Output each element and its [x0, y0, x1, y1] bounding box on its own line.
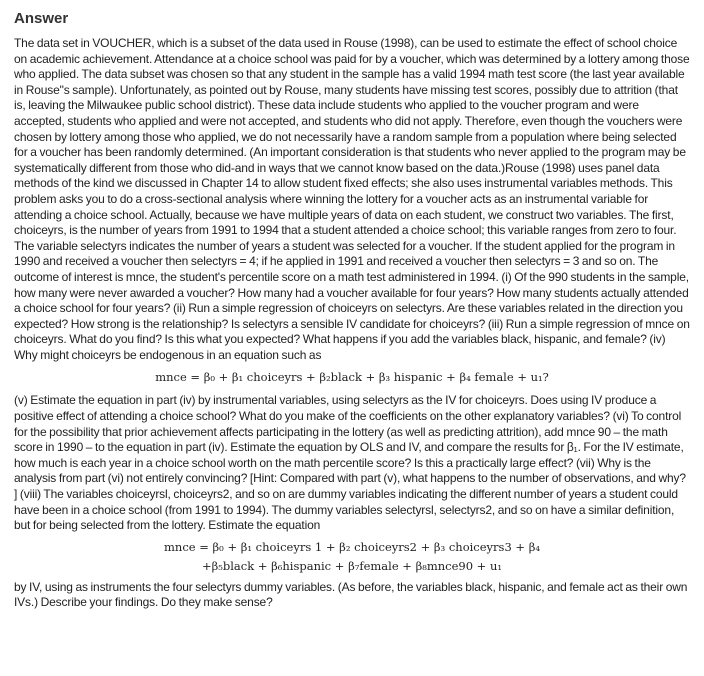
answer-heading: Answer: [14, 10, 69, 27]
question-paragraph-3: by IV, using as instruments the four selectyrs dummy variables. (As before, the variables black, hispanic, and female act as their own IVs.) Describe your findings. Do they make sense?: [14, 579, 688, 610]
equation-2-line-1: mnce = β₀ + β₁ choiceyrs 1 + β₂ choiceyrs2 + β₃ choiceyrs3 + β₄: [164, 539, 540, 554]
question-paragraph-2: (v) Estimate the equation in part (iv) by instrumental variables, using selectyrs as the IV for choiceyrs. Does using IV produce a positive effect of attending a choice school? What do you make of the coefficients on the other explanatory variables? (vi) To control for the possibility that prior achievement affects participating in the lottery (as well as predicting attrition), add mnce 90 – the math score in 1990 – to the equation in part (iv). Estimate the equation by OLS and IV, and compare the results for β₁. For the IV estimate, how much is each year in a choice school worth on the math percentile score? Is this a practically large effect? (vii) Why is the analysis from part (vi) not entirely convincing? [Hint: Compared with part (v), what happens to the number of observations, and why? ] (viii) The variables choiceyrsl, choiceyrs2, and so on are dummy variables indicating the different number of years a student could have been in a choice school (from 1991 to 1994). The dummy variables selectyrsl, selectyrs2, and so on have a similar definition, but for being selected from the lottery. Estimate the equation: [14, 393, 686, 533]
equation-2-line-2: +β₅black + β₆hispanic + β₇female + β₈mnce90 + u₁: [201, 558, 502, 573]
question-paragraph-1: The data set in VOUCHER, which is a subset of the data used in Rouse (1998), can be used to estimate the effect of school choice on academic achievement. Attendance at a choice school was paid for by a voucher, which was determined by a lottery among those who applied. The data subset was chosen so that any student in the sample has a valid 1994 math test score (the last year available in Rouse"s sample). Unfortunately, as pointed out by Rouse, many students have missing test scores, possibly due to attrition (that is, leaving the Milwaukee public school district). These data include students who applied to the voucher program and were accepted, students who applied and were not accepted, and students who did not apply. Therefore, even though the vouchers were chosen by lottery among those who applied, we do not necessarily have a random sample from a population where being selected for a voucher has been randomly determined. (An important consideration is that students who never applied to the program may be systematically different from those who did-and in ways that we cannot know based on the data.)Rouse (1998) uses panel data methods of the kind we discussed in Chapter 14 to allow student fixed effects; she also uses instrumental variables methods. This problem asks you to do a cross-sectional analysis where winning the lottery for a voucher acts as an instrumental variable for attending a choice school. Actually, because we have multiple years of data on each student, we construct two variables. The first, choiceyrs, is the number of years from 1991 to 1994 that a student attended a choice school; this variable ranges from zero to four. The variable selectyrs indicates the number of years a student was selected for a voucher. If the student applied for the program in 1990 and received a voucher then selectyrs = 4; if he applied in 1991 and received a voucher then selectyrs = 3 and so on. The outcome of interest is mnce, the student's percentile score on a math test administered in 1994. (i) Of the 990 students in the sample, how many were never awarded a voucher? How many had a voucher available for four years? How many students actually attended a choice school for four years? (ii) Run a simple regression of choiceyrs on selectyrs. Are these variables related in the direction you expected? How strong is the relationship? Is selectyrs a sensible IV candidate for choiceyrs? (iii) Run a simple regression of mnce on choiceyrs. What do you find? Is this what you expected? What happens if you add the variables black, hispanic, and female? (iv) Why might choiceyrs be endogenous in an equation such as: [14, 36, 690, 362]
equation-1: mnce = β₀ + β₁ choiceyrs + β₂black + β₃ hispanic + β₄ female + u₁?: [155, 370, 549, 385]
